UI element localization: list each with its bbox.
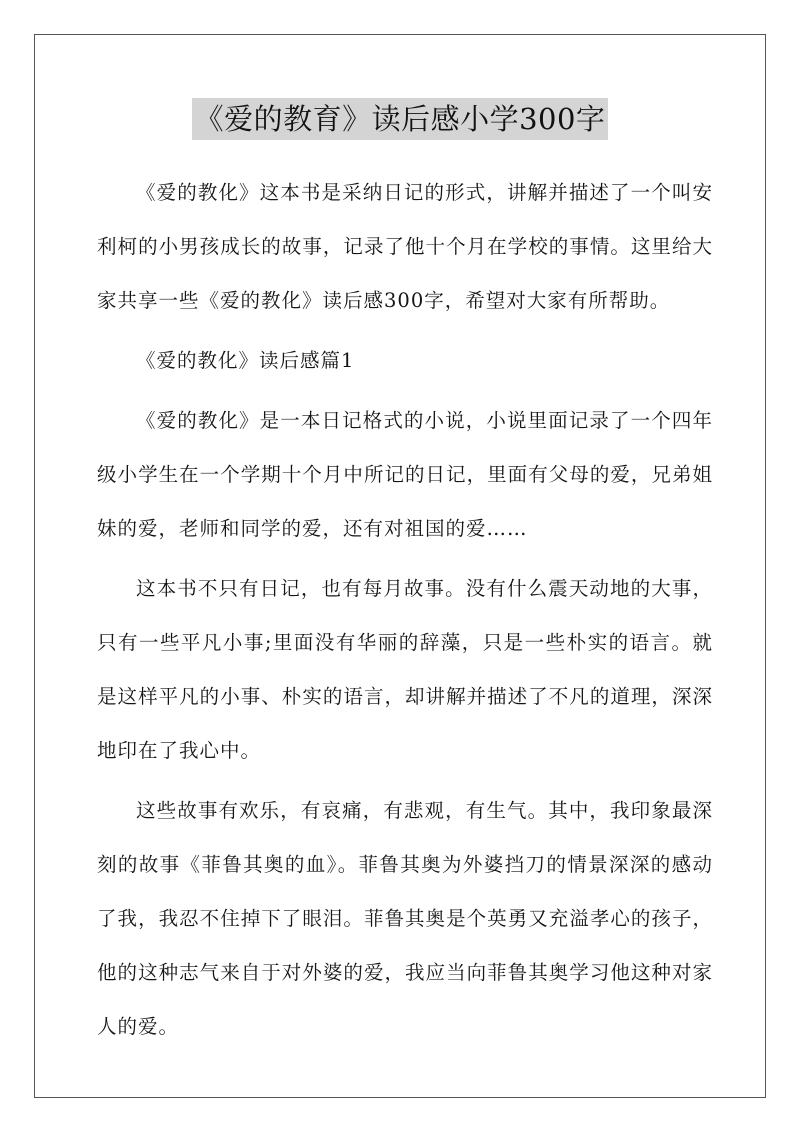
body-paragraph-3: 这些故事有欢乐，有哀痛，有悲观，有生气。其中，我印象最深刻的故事《菲鲁其奥的血》。菲鲁其奥为外婆挡刀的情景深深的感动了我，我忍不住掉下了眼泪。菲鲁其奥是个英勇又充溢孝心的孩子，他的这种志气来自于对外婆的爱，我应当向菲鲁其奥学习他这种对家人的爱。 — [97, 799, 713, 1038]
document-body — [97, 166, 713, 1060]
title-container — [0, 98, 800, 140]
intro-paragraph: 《爱的教化》这本书是采纳日记的形式，讲解并描述了一个叫安利柯的小男孩成长的故事，记录了他十个月在学校的事情。这里给大家共享一些《爱的教化》读后感300字，希望对大家有所帮助。 — [97, 181, 713, 312]
document-title: 《爱的教育》读后感小学300字 — [192, 98, 609, 140]
body-paragraph-1: 《爱的教化》是一本日记格式的小说，小说里面记录了一个四年级小学生在一个学期十个月中所记的日记，里面有父母的爱，兄弟姐妹的爱，老师和同学的爱，还有对祖国的爱…… — [97, 409, 713, 540]
section-heading: 《爱的教化》读后感篇1 — [136, 349, 355, 372]
body-paragraph-2: 这本书不只有日记，也有每月故事。没有什么震天动地的大事，只有一些平凡小事;里面没有华丽的辞藻，只是一些朴实的语言。就是这样平凡的小事、朴实的语言，却讲解并描述了不凡的道理，深深地印在了我心中。 — [97, 577, 713, 762]
